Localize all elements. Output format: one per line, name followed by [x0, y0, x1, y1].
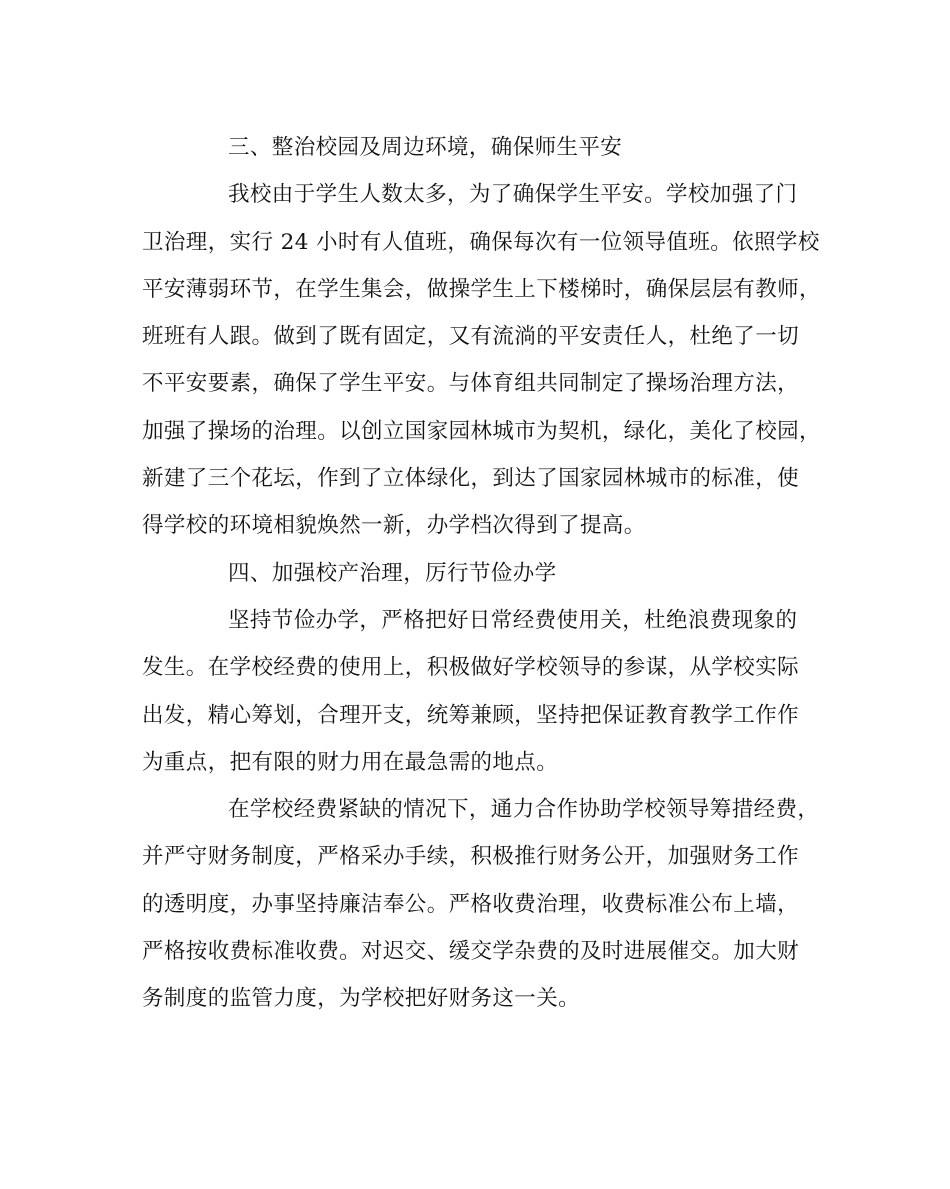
paragraph-line: 班班有人跟。做到了既有固定，又有流淌的平安责任人，杜绝了一切 [142, 324, 800, 350]
paragraph-line: 严格按收费标准收费。对迟交、缓交学杂费的及时进展催交。加大财 [142, 939, 800, 965]
paragraph-line: 的透明度，办事坚持廉洁奉公。严格收费治理，收费标准公布上墙， [142, 891, 800, 917]
paragraph-line: 发生。在学校经费的使用上，积极做好学校领导的参谋，从学校实际 [142, 655, 800, 681]
paragraph-line: 新建了三个花坛，作到了立体绿化，到达了国家园林城市的标准，使 [142, 466, 800, 492]
section-heading-3: 三、整治校园及周边环境，确保师生平安 [228, 135, 623, 160]
paragraph-line: 在学校经费紧缺的情况下，通力合作协助学校领导筹措经费， [228, 797, 820, 823]
paragraph-line: 平安薄弱环节，在学生集会，做操学生上下楼梯时，确保层层有教师， [142, 276, 821, 302]
paragraph-line: 为重点，把有限的财力用在最急需的地点。 [142, 749, 559, 775]
paragraph-line: 卫治理，实行 24 小时有人值班，确保每次有一位领导值班。依照学校 [142, 229, 820, 255]
paragraph-line: 我校由于学生人数太多，为了确保学生平安。学校加强了门 [228, 182, 798, 208]
document-body [142, 124, 821, 1023]
paragraph-line: 加强了操场的治理。以创立国家园林城市为契机，绿化，美化了校园， [142, 418, 821, 444]
paragraph-line: 坚持节俭办学，严格把好日常经费使用关，杜绝浪费现象的 [228, 607, 798, 633]
paragraph-line: 务制度的监管力度，为学校把好财务这一关。 [142, 986, 581, 1012]
paragraph-line: 并严守财务制度，严格采办手续，积极推行财务公开，加强财务工作 [142, 844, 800, 870]
section-heading-4: 四、加强校产治理，厉行节俭办学 [228, 560, 557, 586]
paragraph-line: 出发，精心筹划，合理开支，统筹兼顾，坚持把保证教育教学工作作 [142, 702, 800, 728]
paragraph-line: 不平安要素，确保了学生平安。与体育组共同制定了操场治理方法， [142, 371, 800, 397]
paragraph-line: 得学校的环境相貌焕然一新，办学档次得到了提高。 [142, 513, 646, 539]
